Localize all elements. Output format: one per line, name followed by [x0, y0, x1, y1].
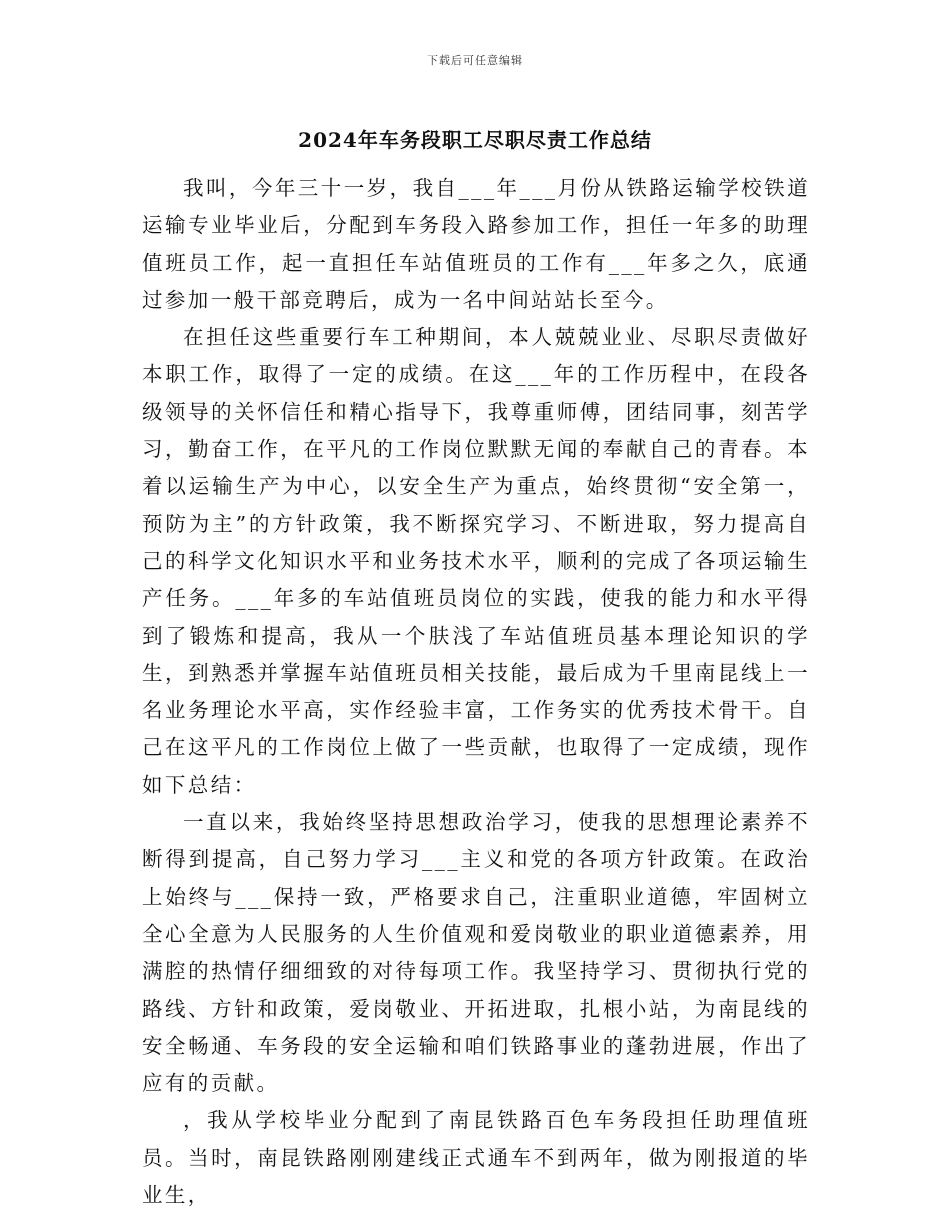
page-header-note: 下载后可任意编辑: [427, 54, 523, 67]
paragraph-4: ，我从学校毕业分配到了南昆铁路百色车务段担任助理值班员。当时，南昆铁路刚刚建线正式通车不到两年，做为刚报道的毕业生，: [142, 1108, 810, 1208]
paragraph-3: 一直以来，我始终坚持思想政治学习，使我的思想理论素养不断得到提高，自己努力学习___主义和党的各项方针政策。在政治上始终与___保持一致，严格要求自己，注重职业道德，牢固树立全心全意为人民服务的人生价值观和爱岗敬业的职业道德素养，用满腔的热情仔细细致的对待每项工作。我坚持学习、贯彻执行党的路线、方针和政策，爱岗敬业、开拓进取，扎根小站，为南昆线的安全畅通、车务段的安全运输和咱们铁路事业的蓬勃进展，作出了应有的贡献。: [142, 810, 810, 1096]
paragraph-1: 我叫，今年三十一岁，我自___年___月份从铁路运输学校铁道运输专业毕业后，分配到车务段入路参加工作，担任一年多的助理值班员工作，起一直担任车站值班员的工作有___年多之久，底通过参加一般干部竞聘后，成为一名中间站站长至今。: [142, 176, 810, 312]
document-title: 2024年车务段职工尽职尽责工作总结: [298, 128, 652, 152]
document-body: [142, 170, 810, 1214]
paragraph-2: 在担任这些重要行车工种期间，本人兢兢业业、尽职尽责做好本职工作，取得了一定的成绩。在这___年的工作历程中，在段各级领导的关怀信任和精心指导下，我尊重师傅，团结同事，刻苦学习，勤奋工作，在平凡的工作岗位默默无闻的奉献自己的青春。本着以运输生产为中心，以安全生产为重点，始终贯彻“安全第一，预防为主”的方针政策，我不断探究学习、不断进取，努力提高自己的科学文化知识水平和业务技术水平，顺利的完成了各项运输生产任务。___年多的车站值班员岗位的实践，使我的能力和水平得到了锻炼和提高，我从一个肤浅了车站值班员基本理论知识的学生，到熟悉并掌握车站值班员相关技能，最后成为千里南昆线上一名业务理论水平高，实作经验丰富，工作务实的优秀技术骨干。自己在这平凡的工作岗位上做了一些贡献，也取得了一定成绩，现作如下总结：: [142, 325, 810, 797]
